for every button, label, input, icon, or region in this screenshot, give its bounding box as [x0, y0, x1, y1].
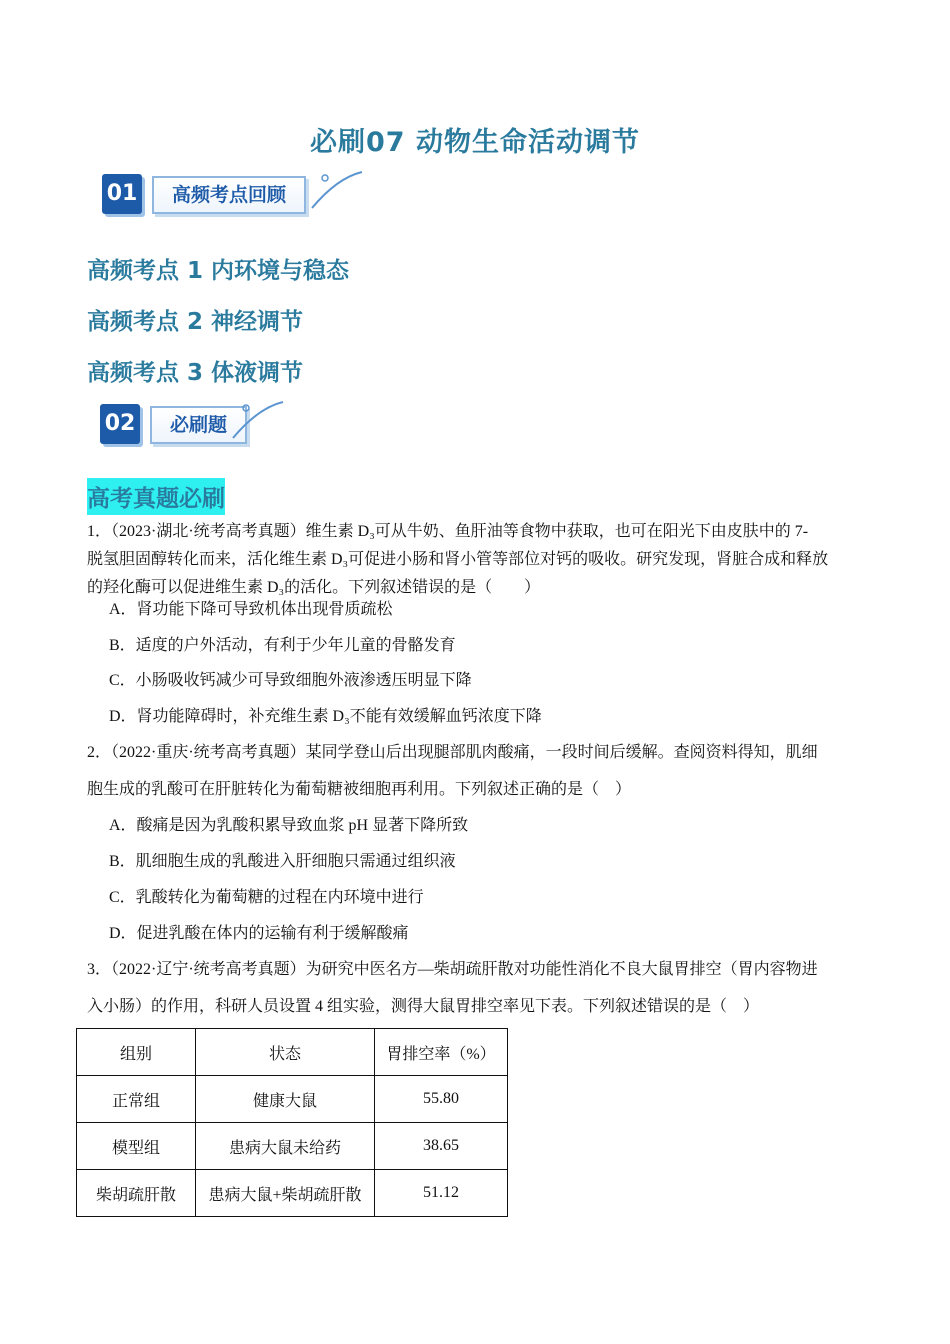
table-row	[77, 1076, 508, 1123]
question-2-line-1: 2．（2022·重庆·统考高考真题）某同学登山后出现腿部肌肉酸痛，一段时间后缓解。查阅资料得知，肌细	[87, 744, 818, 761]
table-header-cell: 状态	[196, 1029, 375, 1076]
question-1-option-a: A．肾功能下降可导致机体出现骨质疏松	[109, 601, 393, 618]
table-cell: 模型组	[77, 1123, 196, 1170]
table-cell: 38.65	[375, 1123, 508, 1170]
section-header-01	[102, 172, 362, 218]
section-number-badge: 01	[102, 174, 142, 214]
table-cell: 患病大鼠未给药	[196, 1123, 375, 1170]
question-2-option-a: A．酸痛是因为乳酸积累导致血浆 pH 显著下降所致	[109, 817, 469, 834]
question-1-option-d: D．肾功能障碍时，补充维生素 D₃不能有效缓解血钙浓度下降	[109, 708, 542, 725]
question-1-line-3: 的羟化酶可以促进维生素 D₃的活化。下列叙述错误的是（ ）	[87, 579, 541, 596]
key-point-2: 高频考点 2 神经调节	[87, 309, 304, 335]
question-2-option-d: D．促进乳酸在体内的运输有利于缓解酸痛	[109, 925, 409, 942]
question-2-option-b: B．肌细胞生成的乳酸进入肝细胞只需通过组织液	[109, 853, 456, 870]
table-header-cell: 组别	[77, 1029, 196, 1076]
question-1-line-2: 脱氢胆固醇转化而来，活化维生素 D₃可促进小肠和肾小管等部位对钙的吸收。研究发现，肾脏合成和释放	[87, 551, 829, 568]
question-3-line-1: 3．（2022·辽宁·统考高考真题）为研究中医名方—柴胡疏肝散对功能性消化不良大鼠胃排空（胃内容物进	[87, 961, 818, 978]
section-header-label: 高频考点回顾	[152, 176, 306, 214]
page-title: 必刷07 动物生命活动调节	[310, 127, 640, 158]
pen-decoration-icon	[228, 398, 288, 448]
section-header-02	[100, 402, 300, 448]
table-row	[77, 1170, 508, 1217]
table-cell: 51.12	[375, 1170, 508, 1217]
pen-decoration-icon	[307, 168, 367, 218]
section-header-label: 必刷题	[150, 406, 247, 444]
subsection-title: 高考真题必刷	[87, 478, 225, 515]
question-2-line-2: 胞生成的乳酸可在肝脏转化为葡萄糖被细胞再利用。下列叙述正确的是（ ）	[87, 781, 632, 798]
question-1-line-1: 1．（2023·湖北·统考高考真题）维生素 D₃可从牛奶、鱼肝油等食物中获取，也可在阳光下由皮肤中的 7-	[87, 523, 809, 540]
question-3-line-2: 入小肠）的作用，科研人员设置 4 组实验，测得大鼠胃排空率见下表。下列叙述错误的是（ ）	[87, 998, 760, 1015]
table-cell: 正常组	[77, 1076, 196, 1123]
data-table	[76, 1028, 508, 1217]
question-1-option-b: B．适度的户外活动，有利于少年儿童的骨骼发育	[109, 637, 456, 654]
key-point-3: 高频考点 3 体液调节	[87, 360, 304, 386]
table-header-cell: 胃排空率（%）	[375, 1029, 508, 1076]
question-2-option-c: C．乳酸转化为葡萄糖的过程在内环境中进行	[109, 889, 424, 906]
section-number-badge: 02	[100, 404, 140, 444]
table-cell: 柴胡疏肝散	[77, 1170, 196, 1217]
table-row	[77, 1123, 508, 1170]
table-cell: 55.80	[375, 1076, 508, 1123]
table-cell: 健康大鼠	[196, 1076, 375, 1123]
question-1-option-c: C．小肠吸收钙减少可导致细胞外液渗透压明显下降	[109, 672, 472, 689]
key-point-1: 高频考点 1 内环境与稳态	[87, 258, 350, 284]
table-cell: 患病大鼠+柴胡疏肝散	[196, 1170, 375, 1217]
table-header-row	[77, 1029, 508, 1076]
